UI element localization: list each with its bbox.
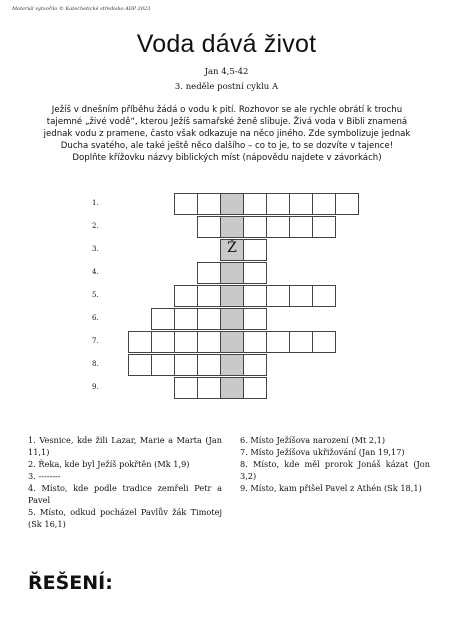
crossword-cell[interactable]	[243, 285, 267, 307]
solution-label: ŘEŠENÍ:	[28, 572, 113, 594]
row-number: 6.	[92, 314, 99, 322]
row-number: 1.	[92, 199, 99, 207]
crossword-cell[interactable]	[197, 308, 221, 330]
secret-column-cell[interactable]	[220, 308, 244, 330]
row-number: 3.	[92, 245, 99, 253]
crossword-cell[interactable]	[197, 377, 221, 399]
clue-item: 6. Místo Ježíšova narození (Mt 2,1)	[240, 435, 386, 445]
clue-item: 9. Místo, kam přišel Pavel z Athén (Sk 18,1)	[240, 483, 422, 493]
crossword-cell[interactable]	[243, 377, 267, 399]
crossword-cell[interactable]	[197, 216, 221, 238]
crossword-cell[interactable]	[174, 308, 198, 330]
clue-item: 7. Místo Ježíšova ukřižování (Jan 19,17)	[240, 447, 405, 457]
liturgical-sunday: 3. neděle postní cyklu A	[174, 82, 279, 92]
row-number: 8.	[92, 360, 99, 368]
crossword-cell[interactable]	[197, 331, 221, 353]
clues-right	[240, 434, 430, 494]
intro-line: Ježíš v dnešním příběhu žádá o vodu k pití. Rozhovor se ale rychle obrátí k trochu	[51, 105, 403, 115]
secret-column-cell[interactable]	[220, 285, 244, 307]
crossword-cell[interactable]	[289, 331, 313, 353]
crossword-cell[interactable]	[197, 262, 221, 284]
crossword-cell[interactable]	[243, 354, 267, 376]
row-number: 2.	[92, 222, 99, 230]
page-title: Voda dává život	[136, 30, 317, 58]
secret-column-cell[interactable]	[220, 262, 244, 284]
row-number: 5.	[92, 291, 99, 299]
intro-line: tajemné „živé vodě“, kterou Ježíš samařské ženě slibuje. Živá voda v Bibli znamená	[46, 117, 408, 127]
crossword-cell[interactable]	[289, 193, 313, 215]
clue-item: 4. Místo, kde podle tradice zemřeli Petr a Pavel	[28, 483, 222, 505]
crossword-cell[interactable]	[243, 193, 267, 215]
crossword-cell[interactable]	[243, 216, 267, 238]
secret-column-cell[interactable]	[220, 331, 244, 353]
crossword-cell[interactable]	[266, 331, 290, 353]
crossword-cell[interactable]	[174, 377, 198, 399]
clue-item: 1. Vesnice, kde žili Lazar, Marie a Marta (Jan 11,1)	[28, 435, 222, 457]
intro-line: Doplňte křížovku názvy biblických míst (nápovědu najdete v závorkách)	[72, 153, 382, 163]
crossword-cell[interactable]	[312, 331, 336, 353]
crossword-cell[interactable]	[151, 354, 175, 376]
secret-column-cell[interactable]	[220, 354, 244, 376]
crossword-cell[interactable]	[243, 262, 267, 284]
crossword-cell[interactable]	[312, 193, 336, 215]
crossword-cell[interactable]	[243, 331, 267, 353]
crossword-cell[interactable]	[289, 285, 313, 307]
intro-line: Ducha svatého, ale také ještě něco dalšího – co to je, to se dozvíte v tajence!	[60, 141, 394, 151]
clue-item: 2. Řeka, kde byl Ježíš pokřtěn (Mk 1,9)	[28, 459, 190, 469]
crossword-cell[interactable]	[243, 308, 267, 330]
crossword-cell[interactable]	[266, 285, 290, 307]
row-number: 4.	[92, 268, 99, 276]
crossword-cell[interactable]	[174, 331, 198, 353]
bible-reference: Jan 4,5-42	[204, 67, 249, 77]
credit-line: Materiál vytvořilo © Katechetické středisko ADP 2023	[12, 6, 151, 12]
crossword-cell[interactable]	[312, 216, 336, 238]
crossword-cell[interactable]	[174, 193, 198, 215]
crossword-cell[interactable]	[266, 216, 290, 238]
crossword-cell[interactable]	[128, 354, 152, 376]
secret-column-cell[interactable]	[220, 193, 244, 215]
crossword-cell[interactable]	[174, 285, 198, 307]
clue-item: 8. Místo, kde měl prorok Jonáš kázat (Jon 3,2)	[240, 459, 430, 481]
intro-line: jednak vodu z pramene, často však odkazuje na něco jiného. Zde symbolizuje jednak	[43, 129, 411, 139]
clue-item: 3. --------	[28, 471, 61, 481]
crossword-cell[interactable]	[174, 354, 198, 376]
crossword-cell[interactable]	[312, 285, 336, 307]
crossword-cell[interactable]	[151, 308, 175, 330]
clue-item: 5. Místo, odkud pocházel Pavlův žák Timotej (Sk 16,1)	[28, 507, 222, 529]
crossword-cell[interactable]	[197, 285, 221, 307]
crossword-cell[interactable]	[266, 193, 290, 215]
clues-left	[28, 434, 222, 530]
crossword-cell[interactable]	[335, 193, 359, 215]
crossword-cell[interactable]	[128, 331, 152, 353]
secret-column-cell[interactable]	[220, 377, 244, 399]
intro-text	[32, 104, 422, 164]
crossword-cell[interactable]	[289, 216, 313, 238]
row-number: 9.	[92, 383, 99, 391]
key-letter: Ž	[227, 240, 237, 256]
crossword-cell[interactable]	[197, 193, 221, 215]
crossword-cell[interactable]	[243, 239, 267, 261]
crossword-cell[interactable]	[151, 331, 175, 353]
crossword-cell[interactable]	[197, 354, 221, 376]
row-number: 7.	[92, 337, 99, 345]
secret-column-cell[interactable]	[220, 216, 244, 238]
